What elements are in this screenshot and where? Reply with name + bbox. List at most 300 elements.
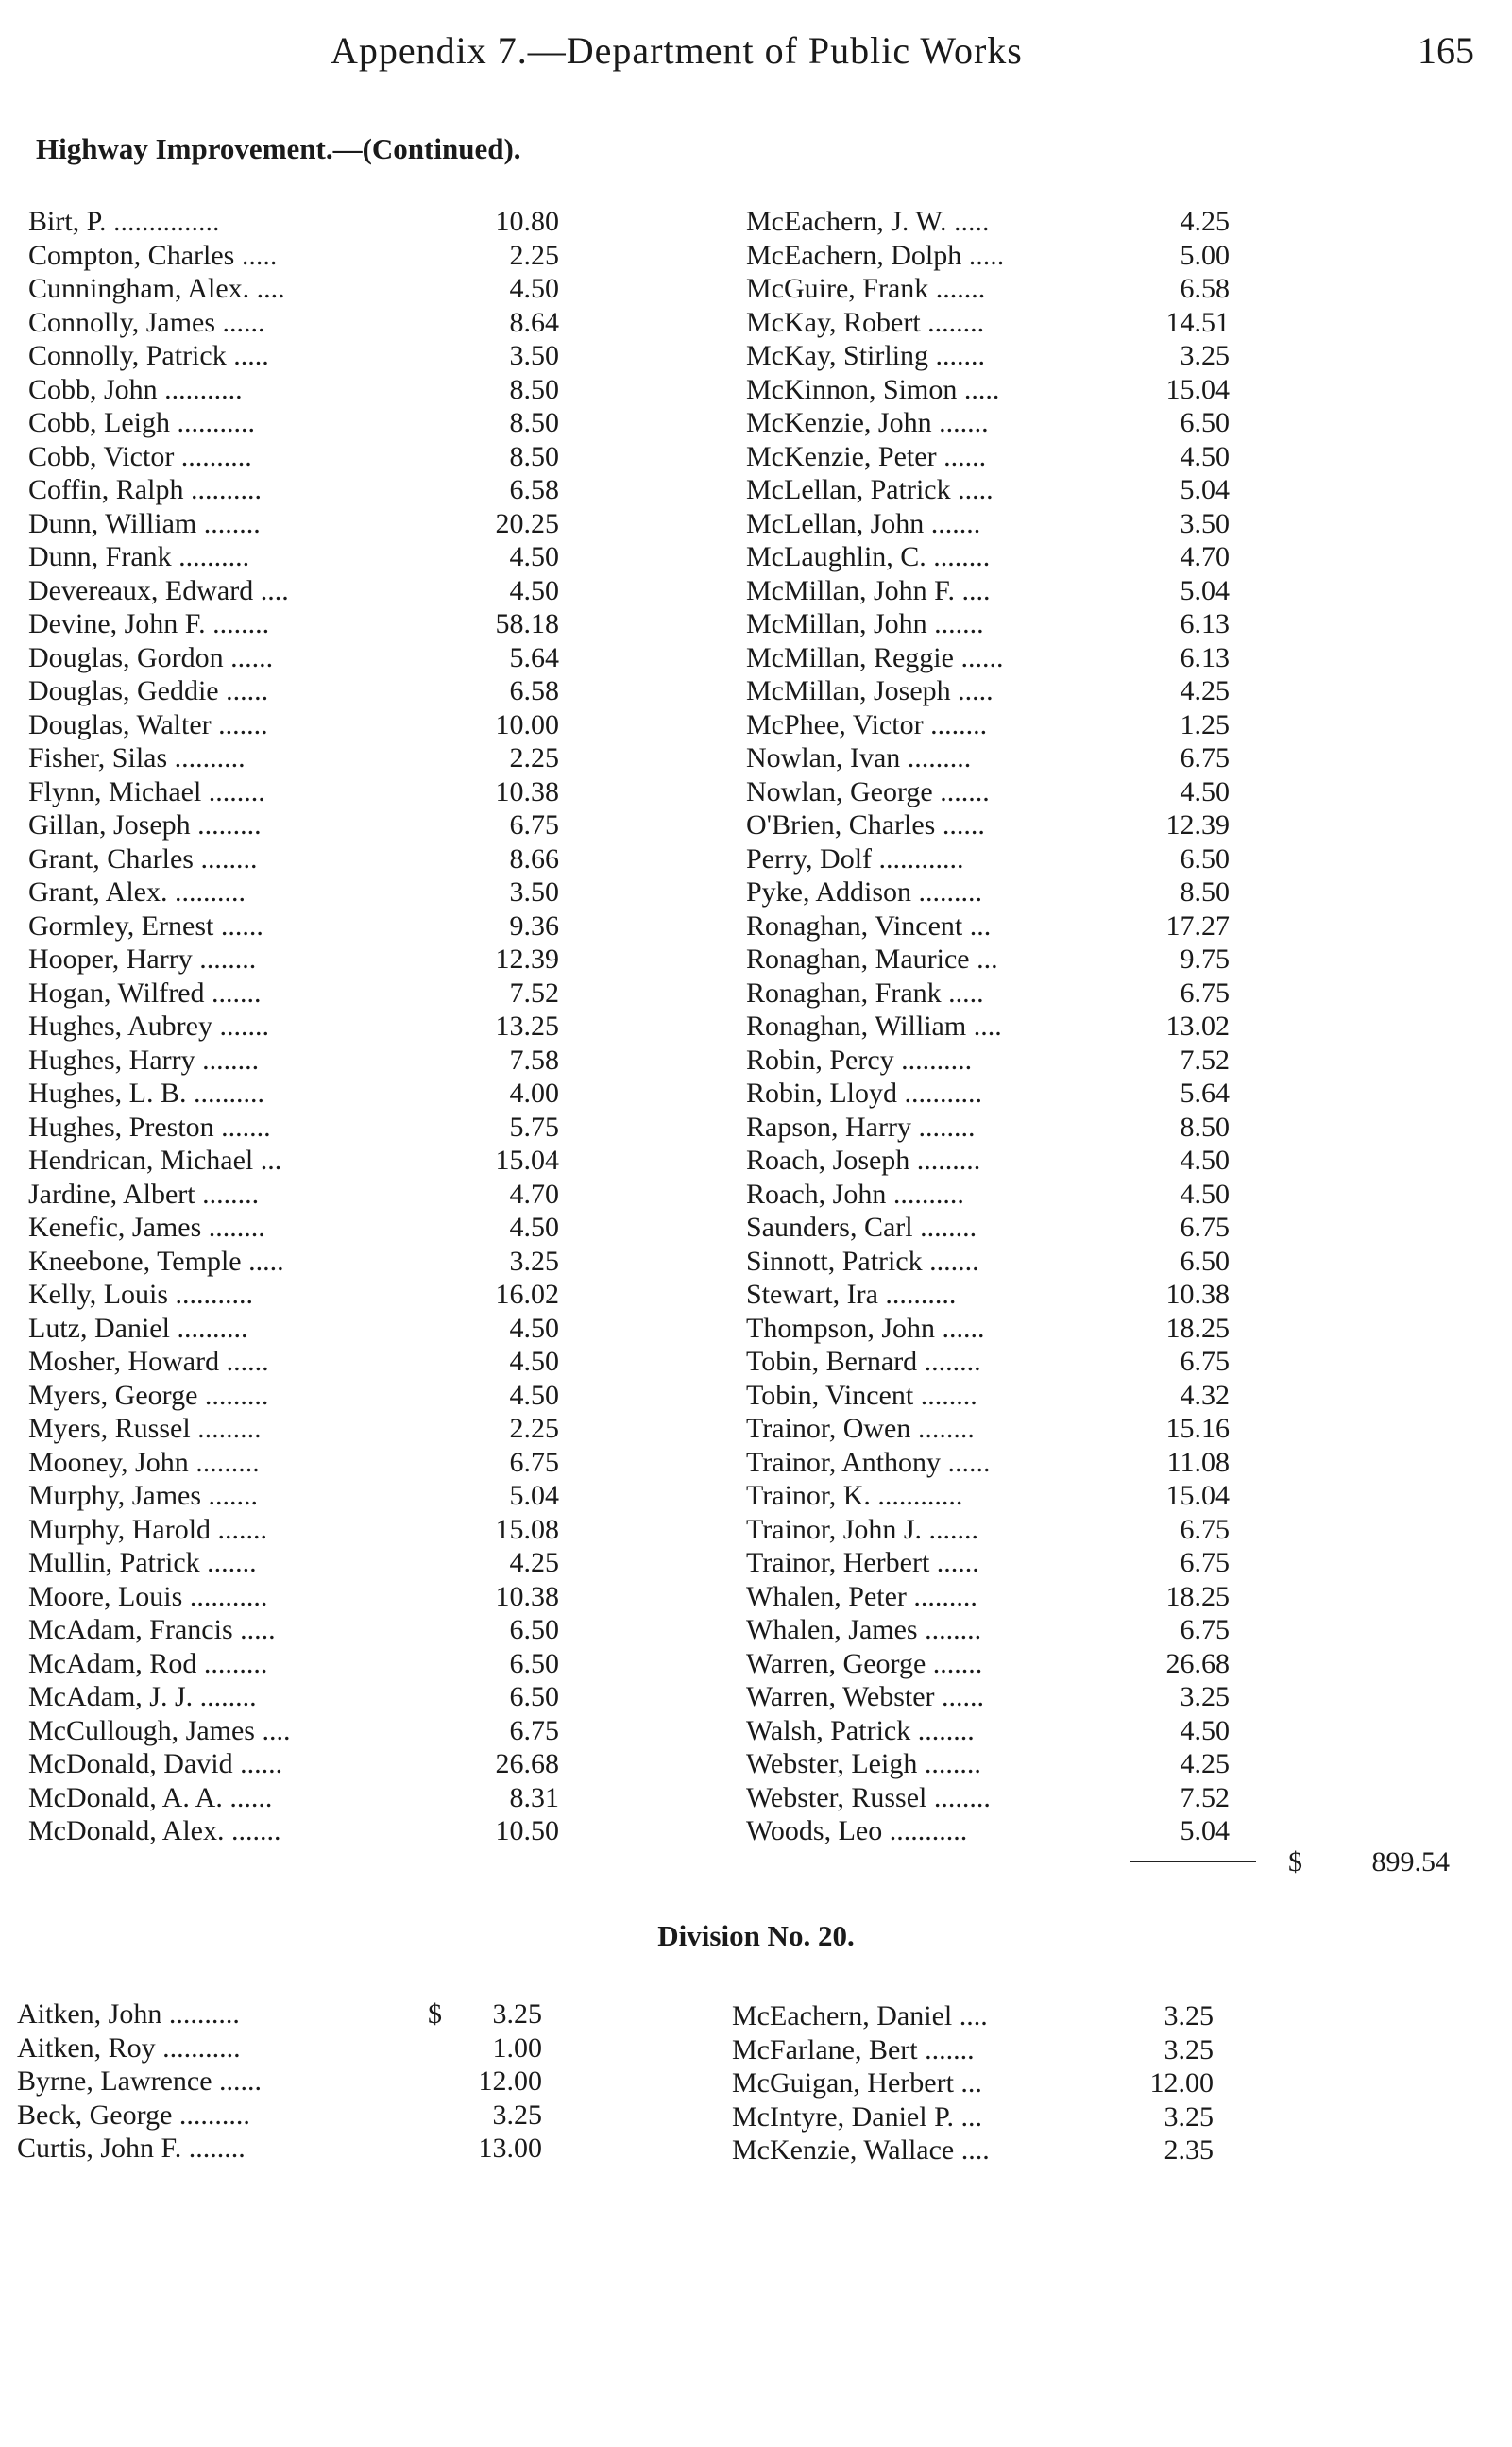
list-item [28,1179,559,1213]
list-item [746,1313,1230,1347]
payee-name: Compton, Charles ..... [28,239,278,271]
payee-name: Gormley, Ernest ...... [28,909,263,942]
payee-name: Hughes, Preston ....... [28,1111,271,1143]
list-item [28,809,559,843]
payee-amount: 12.39 [1165,809,1230,841]
list-item [746,474,1230,508]
payee-amount: 10.38 [495,1580,559,1612]
list-item [746,1045,1230,1079]
payee-name: McDonald, David ...... [28,1748,283,1779]
payee-name: McKenzie, John ....... [746,407,989,438]
payee-name: Robin, Percy .......... [746,1044,973,1076]
payee-name: McKenzie, Peter ...... [746,440,987,472]
payee-amount: 8.50 [1180,876,1230,908]
list-item [28,1614,559,1648]
payee-amount: 7.52 [509,977,559,1009]
payee-amount: 15.04 [1165,1480,1230,1511]
payee-name: Ronaghan, William .... [746,1011,1002,1042]
payee-name: McMillan, Reggie ...... [746,641,1004,673]
payee-name: McIntyre, Daniel P. ... [732,2100,982,2133]
payee-name: Sinnott, Patrick ....... [746,1245,979,1277]
list-item [732,2000,1214,2034]
list-item [732,2034,1214,2068]
payee-amount: 6.58 [509,675,559,706]
payee-amount: 4.50 [1180,1714,1230,1746]
list-item [28,541,559,575]
payee-name: Aitken, Roy ........... [17,2031,241,2064]
payee-amount: 6.75 [1180,742,1230,773]
payee-name: Moore, Louis ........... [28,1580,268,1612]
payee-name: Ronaghan, Maurice ... [746,943,998,975]
list-item [28,340,559,374]
payee-name: McAdam, J. J. ........ [28,1681,257,1712]
list-item [28,943,559,977]
payee-amount: 4.50 [1180,775,1230,807]
list-item [746,1447,1230,1481]
list-item [746,876,1230,910]
payee-amount: 10.00 [495,708,559,740]
payee-name: Cunningham, Alex. .... [28,273,285,304]
page-number: 165 [1418,29,1474,72]
payee-name: McFarlane, Bert ....... [732,2033,975,2065]
list-item [746,809,1230,843]
payee-name: Trainor, John J. ....... [746,1513,979,1545]
list-item [28,1815,559,1849]
list-item [28,1212,559,1246]
payee-name: McEachern, Dolph ..... [746,239,1005,271]
list-item [746,1078,1230,1112]
payee-amount: 2.25 [509,239,559,271]
payee-amount: 1.00 [492,2031,542,2064]
payee-amount: 10.50 [495,1815,559,1846]
list-item [28,240,559,274]
payee-amount: 6.50 [1180,407,1230,438]
payee-amount: 58.18 [495,608,559,639]
payee-amount: 4.50 [509,1379,559,1411]
list-item [746,776,1230,810]
list-item [732,2134,1214,2168]
payee-amount: 8.64 [509,306,559,338]
division-column-left [17,1998,542,2167]
page-header [0,21,1512,77]
payee-name: Warren, Webster ...... [746,1681,985,1712]
payee-name: Birt, P. ............... [28,206,220,237]
payee-amount: 6.75 [509,809,559,841]
list-item [28,1145,559,1179]
payee-amount: 8.50 [509,373,559,405]
list-item [28,1648,559,1682]
payee-name: McGuire, Frank ....... [746,273,986,304]
list-item [746,508,1230,542]
payee-amount: 6.50 [509,1614,559,1645]
payee-amount: 6.75 [1180,1346,1230,1377]
list-item [746,441,1230,475]
list-item [28,1413,559,1447]
payee-name: Thompson, John ...... [746,1312,985,1344]
payee-name: Roach, Joseph ......... [746,1145,981,1176]
payee-name: Myers, George ......... [28,1379,269,1411]
payee-amount: 26.68 [1165,1647,1230,1679]
payee-name: Murphy, James ....... [28,1480,259,1511]
list-item [746,407,1230,441]
list-item [28,1346,559,1380]
payee-amount: 9.36 [509,909,559,942]
list-item [28,742,559,776]
list-item [17,1998,542,2032]
payee-name: McGuigan, Herbert ... [732,2067,982,2099]
payee-amount: 26.68 [495,1748,559,1779]
payee-name: Devereaux, Edward .... [28,574,289,606]
payee-name: McLaughlin, C. ........ [746,541,991,572]
payee-amount: 4.25 [509,1547,559,1578]
payee-name: Webster, Leigh ........ [746,1748,981,1779]
payee-amount: 9.75 [1180,943,1230,975]
list-item [746,273,1230,307]
payee-amount: 5.75 [509,1111,559,1143]
list-item [746,1614,1230,1648]
payee-name: McLellan, Patrick ..... [746,474,994,505]
list-item [746,1547,1230,1581]
payee-amount: 5.04 [1180,1815,1230,1846]
list-item [746,1112,1230,1146]
list-item [28,508,559,542]
list-item [746,608,1230,642]
total-rule [1130,1861,1256,1862]
payee-name: Perry, Dolf ............ [746,842,964,875]
payee-name: Flynn, Michael ........ [28,775,265,807]
list-item [28,474,559,508]
payee-amount: 2.25 [509,742,559,773]
payee-amount: 3.25 [1180,1681,1230,1712]
payee-amount: 8.50 [1180,1111,1230,1143]
payee-name: Kneebone, Temple ..... [28,1245,284,1277]
payee-name: Beck, George .......... [17,2099,250,2131]
payee-name: Douglas, Walter ....... [28,708,268,740]
payee-name: McCullough, James .... [28,1714,291,1746]
payee-amount: 4.25 [1180,1748,1230,1779]
payee-amount: 5.04 [1180,474,1230,505]
list-item [746,1413,1230,1447]
list-item [732,2067,1214,2101]
list-item [28,910,559,944]
list-item [28,1246,559,1280]
list-item [746,1145,1230,1179]
list-item [746,675,1230,709]
payee-name: O'Brien, Charles ...... [746,809,985,841]
list-item [746,742,1230,776]
payee-amount: 5.64 [1180,1078,1230,1109]
payee-amount: 14.51 [1165,306,1230,338]
payee-name: Trainor, K. ............ [746,1480,963,1511]
payee-amount: 7.52 [1180,1781,1230,1813]
payee-name: Hughes, Harry ........ [28,1044,260,1076]
payee-name: Douglas, Gordon ...... [28,641,274,673]
payee-name: Woods, Leo ........... [746,1815,968,1846]
payee-amount: 4.50 [509,273,559,304]
payee-amount: 6.50 [1180,1245,1230,1277]
payee-amount: 4.70 [509,1178,559,1210]
payee-name: Trainor, Herbert ...... [746,1547,979,1578]
payee-name: McMillan, John F. .... [746,574,991,606]
payee-amount: 10.80 [495,206,559,237]
list-item [28,407,559,441]
list-item [28,206,559,240]
list-item [746,943,1230,977]
payee-name: Cobb, Leigh ........... [28,407,255,438]
payee-name: Dunn, Frank .......... [28,541,250,572]
list-item [28,1078,559,1112]
payee-name: Tobin, Bernard ........ [746,1346,981,1377]
payee-amount: 5.04 [509,1480,559,1511]
payee-name: McAdam, Francis ..... [28,1614,276,1645]
payee-name: McEachern, Daniel .... [732,2000,988,2031]
payee-name: McLellan, John ....... [746,507,981,539]
payee-name: Kenefic, James ........ [28,1212,265,1243]
payee-amount: 6.58 [509,474,559,505]
payee-name: McDonald, A. A. ...... [28,1781,273,1813]
list-item [746,340,1230,374]
division-title: Division No. 20. [657,1919,855,1952]
payee-name: Aitken, John .......... [17,1998,240,2030]
payee-amount: 6.50 [1180,842,1230,875]
payee-amount: 18.25 [1165,1580,1230,1612]
payee-name: Myers, Russel ......... [28,1413,262,1444]
payee-amount: 5.04 [1180,574,1230,606]
list-item [746,709,1230,743]
payee-amount: 6.75 [1180,1513,1230,1545]
list-item [28,1380,559,1414]
payee-amount: 15.08 [495,1513,559,1545]
list-item [746,1681,1230,1715]
payee-amount: 12.39 [495,943,559,975]
list-item [746,541,1230,575]
payee-name: Devine, John F. ........ [28,608,270,639]
payee-name: Stewart, Ira .......... [746,1279,957,1310]
list-item [746,307,1230,341]
payee-amount: 3.25 [509,1245,559,1277]
payee-name: Ronaghan, Vincent ... [746,909,992,942]
payee-name: Saunders, Carl ........ [746,1212,977,1243]
list-item [746,1179,1230,1213]
payee-name: Trainor, Anthony ...... [746,1446,991,1478]
list-item [28,843,559,877]
list-item [746,1212,1230,1246]
payee-column-right [746,206,1230,1849]
payee-name: Whalen, Peter ......... [746,1580,977,1612]
payee-name: McMillan, Joseph ..... [746,675,994,706]
list-item [746,843,1230,877]
payee-amount: 3.25 [1180,340,1230,371]
payee-amount: 3.25 [1164,2033,1214,2065]
payee-amount: 8.50 [509,440,559,472]
list-item [746,1514,1230,1548]
list-item [28,1011,559,1045]
payee-amount: 18.25 [1165,1312,1230,1344]
list-item [746,374,1230,408]
payee-name: Pyke, Addison ......... [746,876,983,908]
payee-name: McKinnon, Simon ..... [746,373,1000,405]
payee-name: Lutz, Daniel .......... [28,1312,248,1344]
list-item [28,709,559,743]
page-title: Appendix 7.—Department of Public Works [331,29,1023,72]
payee-amount: 20.25 [495,507,559,539]
payee-amount: 12.00 [478,2065,542,2097]
payee-name: Warren, George ....... [746,1647,983,1679]
payee-amount: 2.35 [1164,2134,1214,2166]
payee-amount: 6.75 [509,1446,559,1478]
list-item [746,1648,1230,1682]
payee-amount: 4.25 [1180,675,1230,706]
payee-amount: 6.75 [1180,977,1230,1009]
payee-amount: 17.27 [1165,909,1230,942]
payee-column-left [28,206,559,1849]
list-item [28,1581,559,1615]
payee-amount: 2.25 [509,1413,559,1444]
payee-amount: 8.66 [509,842,559,875]
payee-name: Douglas, Geddie ...... [28,675,269,706]
payee-amount: 6.50 [509,1681,559,1712]
payee-name: Whalen, James ........ [746,1614,982,1645]
payee-name: Curtis, John F. ........ [17,2133,246,2164]
payee-name: Walsh, Patrick ........ [746,1714,975,1746]
payee-name: Mooney, John ......... [28,1446,260,1478]
payee-name: Cobb, John ........... [28,373,243,405]
payee-name: McAdam, Rod ......... [28,1647,268,1679]
list-item [746,1346,1230,1380]
payee-amount: 8.31 [509,1781,559,1813]
list-item [746,642,1230,676]
list-item [746,1782,1230,1816]
list-item [746,206,1230,240]
list-item [732,2101,1214,2135]
payee-amount: 3.50 [509,340,559,371]
payee-amount: 6.75 [1180,1614,1230,1645]
payee-amount: 5.00 [1180,239,1230,271]
payee-amount: 6.13 [1180,608,1230,639]
list-item [28,675,559,709]
payee-amount: 4.50 [1180,440,1230,472]
payee-amount: 6.13 [1180,641,1230,673]
list-item [28,441,559,475]
payee-name: Kelly, Louis ........... [28,1279,254,1310]
payee-name: Grant, Alex. .......... [28,876,246,908]
payee-amount: 4.32 [1180,1379,1230,1411]
list-item [28,1112,559,1146]
payee-name: Hendrican, Michael ... [28,1145,282,1176]
payee-name: Byrne, Lawrence ...... [17,2065,263,2097]
list-item [28,1279,559,1313]
payee-amount: 15.04 [1165,373,1230,405]
list-item [28,273,559,307]
payee-name: Cobb, Victor .......... [28,440,252,472]
payee-amount: 4.50 [509,541,559,572]
payee-name: Coffin, Ralph .......... [28,474,262,505]
payee-amount: 15.04 [495,1145,559,1176]
payee-amount: 15.16 [1165,1413,1230,1444]
payee-name: Grant, Charles ........ [28,842,258,875]
payee-amount: 5.64 [509,641,559,673]
payee-name: Webster, Russel ........ [746,1781,991,1813]
list-item [746,1246,1230,1280]
payee-name: McKay, Robert ........ [746,306,985,338]
list-item [746,1748,1230,1782]
list-item [28,1514,559,1548]
payee-amount: 6.75 [509,1714,559,1746]
payee-name: Hooper, Harry ........ [28,943,257,975]
payee-amount: 10.38 [1165,1279,1230,1310]
list-item [28,1681,559,1715]
payee-name: McEachern, J. W. ..... [746,206,990,237]
payee-amount: 4.00 [509,1078,559,1109]
list-item [746,1715,1230,1749]
payee-amount: 1.25 [1180,708,1230,740]
payee-amount: 11.08 [1166,1446,1230,1478]
payee-name: Rapson, Harry ........ [746,1111,976,1143]
list-item [746,1815,1230,1849]
payee-name: Jardine, Albert ........ [28,1178,260,1210]
payee-amount: 8.50 [509,407,559,438]
list-item [28,1782,559,1816]
list-item [746,1011,1230,1045]
payee-name: McDonald, Alex. ....... [28,1815,281,1846]
payee-name: Robin, Lloyd ........... [746,1078,983,1109]
payee-name: Mullin, Patrick ....... [28,1547,257,1578]
list-item [746,240,1230,274]
list-item [28,1313,559,1347]
payee-name: McKenzie, Wallace .... [732,2134,990,2166]
payee-name: Connolly, James ...... [28,306,265,338]
list-item [746,575,1230,609]
payee-name: Tobin, Vincent ........ [746,1379,977,1411]
payee-name: Dunn, William ........ [28,507,261,539]
list-item [28,307,559,341]
payee-name: Hogan, Wilfred ....... [28,977,262,1009]
list-item [28,374,559,408]
payee-amount: 12.00 [1149,2067,1214,2099]
payee-amount: 4.50 [509,1346,559,1377]
payee-name: Gillan, Joseph ......... [28,809,262,841]
payee-amount: 13.02 [1165,1011,1230,1042]
list-item [746,910,1230,944]
payee-amount: 10.38 [495,775,559,807]
division-column-right [732,2000,1214,2168]
list-item [17,2099,542,2133]
payee-name: Nowlan, George ....... [746,775,990,807]
payee-amount: 13.00 [478,2133,542,2164]
payee-amount: 4.70 [1180,541,1230,572]
list-item [28,876,559,910]
payee-amount: 3.50 [509,876,559,908]
payee-name: Trainor, Owen ........ [746,1413,975,1444]
payee-amount: 16.02 [495,1279,559,1310]
payee-name: Hughes, L. B. .......... [28,1078,264,1109]
list-item [17,2133,542,2167]
list-item [746,1380,1230,1414]
payee-name: Hughes, Aubrey ....... [28,1011,269,1042]
division-dollar-sign: $ [428,1998,442,2030]
list-item [746,1581,1230,1615]
total-amount: 899.54 [1371,1846,1450,1878]
payee-amount: 4.25 [1180,206,1230,237]
payee-amount: 7.52 [1180,1044,1230,1076]
list-item [28,977,559,1011]
list-item [17,2032,542,2066]
payee-name: Nowlan, Ivan ......... [746,742,972,773]
list-item [28,1547,559,1581]
section-title: Highway Improvement.—(Continued). [36,132,521,165]
payee-amount: 4.50 [509,574,559,606]
payee-name: Roach, John .......... [746,1178,964,1210]
